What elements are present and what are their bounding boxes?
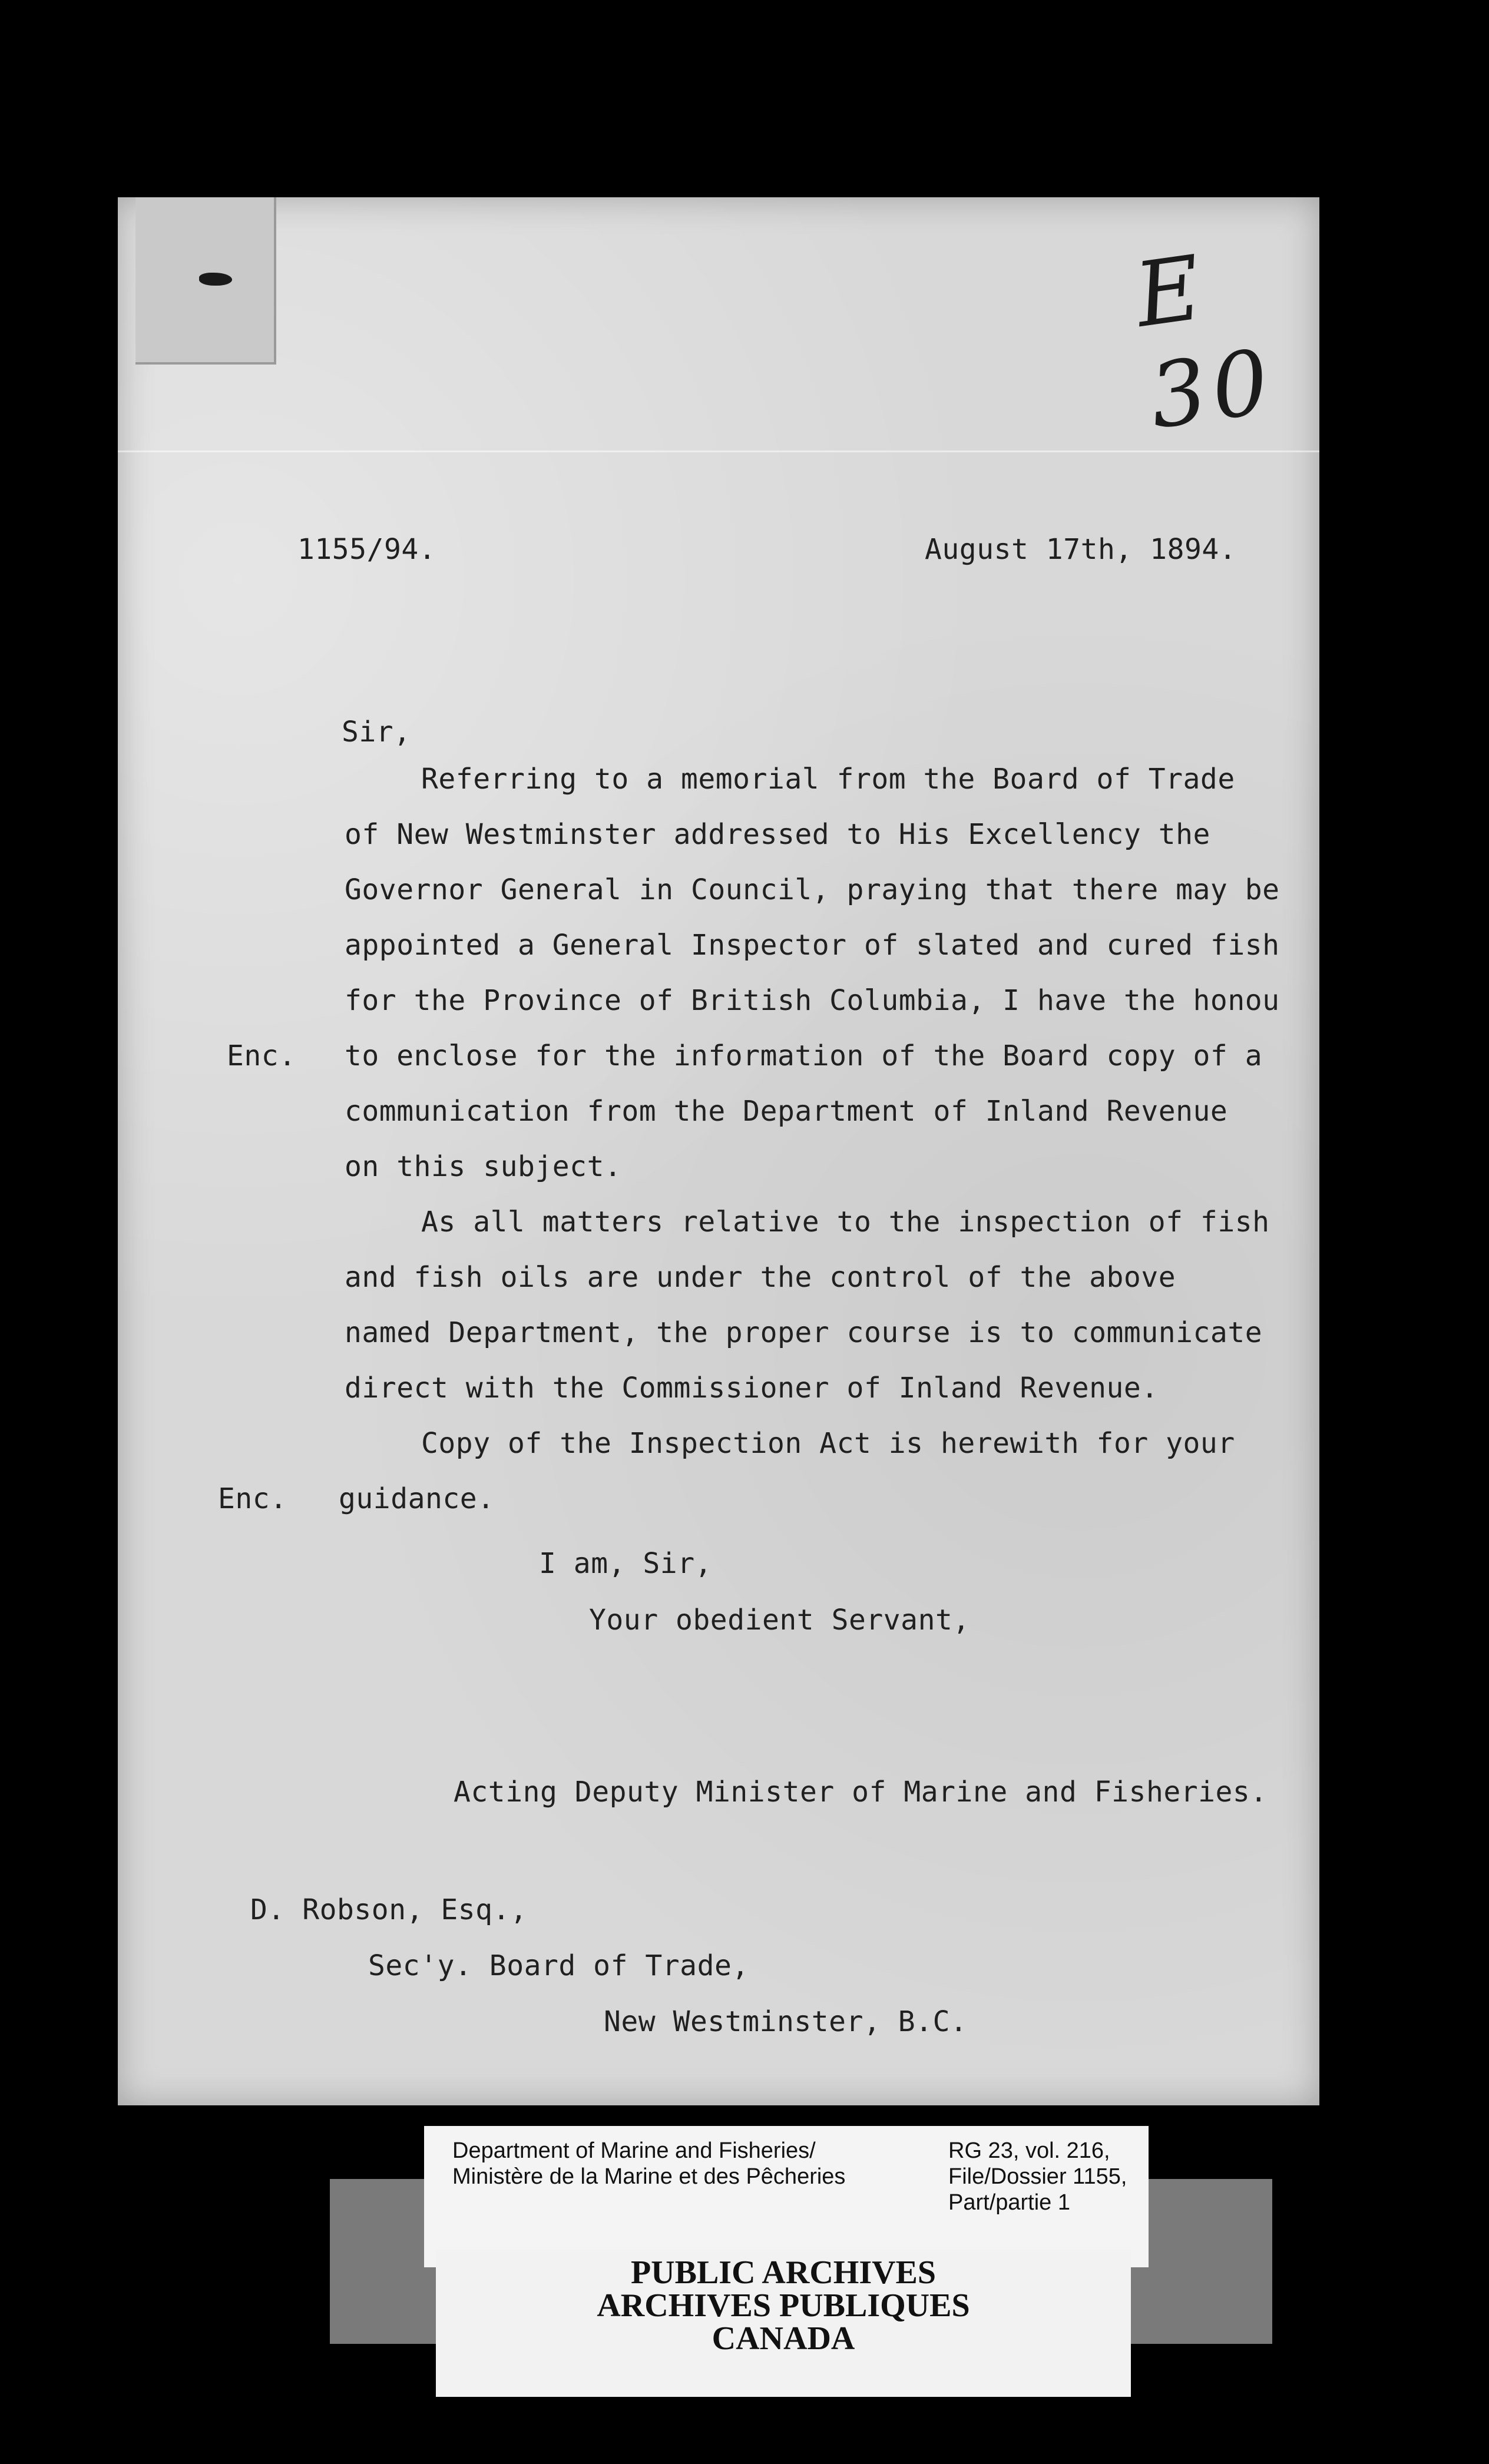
body-line: appointed a General Inspector of slated and cured fish	[345, 929, 1280, 962]
stamp-line: ARCHIVES PUBLIQUES	[597, 2287, 970, 2324]
public-archives-stamp	[436, 2250, 1131, 2397]
body-line: communication from the Department of Inland Revenue	[345, 1095, 1228, 1128]
margin-note-enc: Enc.	[218, 1482, 287, 1515]
stamp-line: CANADA	[712, 2320, 855, 2357]
stamp-line: PUBLIC ARCHIVES	[630, 2254, 937, 2291]
archive-reference-label	[424, 2126, 1149, 2267]
body-line: As all matters relative to the inspection of fish	[421, 1205, 1270, 1238]
letter-sheet	[118, 197, 1319, 2105]
body-line: to enclose for the information of the Board copy of a	[345, 1039, 1263, 1072]
closing-line: Your obedient Servant,	[589, 1604, 970, 1637]
corner-tab	[135, 197, 276, 365]
punch-hole-mark	[199, 273, 232, 286]
file-dossier-ref: File/Dossier 1155,	[948, 2164, 1127, 2189]
part-ref: Part/partie 1	[948, 2190, 1070, 2215]
body-line: and fish oils are under the control of the above	[345, 1261, 1176, 1294]
margin-note-enc: Enc.	[227, 1039, 296, 1072]
body-line: of New Westminster addressed to His Excellency the	[345, 818, 1210, 851]
addressee-line: Sec'y. Board of Trade,	[368, 1949, 749, 1982]
department-fr: Ministère de la Marine et des Pêcheries	[452, 2164, 846, 2189]
fold-line	[118, 451, 1319, 452]
letter-date: August 17th, 1894.	[925, 533, 1237, 566]
file-reference: 1155/94.	[297, 533, 436, 566]
body-line: guidance.	[339, 1482, 495, 1515]
record-group-ref: RG 23, vol. 216,	[948, 2138, 1110, 2163]
signature-title: Acting Deputy Minister of Marine and Fisheries.	[454, 1776, 1268, 1809]
body-line: Referring to a memorial from the Board of Trade	[421, 763, 1235, 796]
body-line: direct with the Commissioner of Inland Revenue.	[345, 1372, 1159, 1405]
body-line: for the Province of British Columbia, I have the honou	[345, 984, 1280, 1017]
handwritten-mark: E 30	[1129, 236, 1281, 449]
body-line: Governor General in Council, praying that there may be	[345, 873, 1280, 906]
closing-line: I am, Sir,	[539, 1547, 712, 1580]
addressee-line: D. Robson, Esq.,	[250, 1893, 528, 1926]
body-line: on this subject.	[345, 1150, 622, 1183]
body-line: named Department, the proper course is to communicate	[345, 1316, 1263, 1349]
salutation: Sir,	[342, 716, 411, 749]
department-en: Department of Marine and Fisheries/	[452, 2138, 816, 2163]
addressee-line: New Westminster, B.C.	[604, 2005, 968, 2038]
body-line: Copy of the Inspection Act is herewith for your	[421, 1427, 1235, 1460]
